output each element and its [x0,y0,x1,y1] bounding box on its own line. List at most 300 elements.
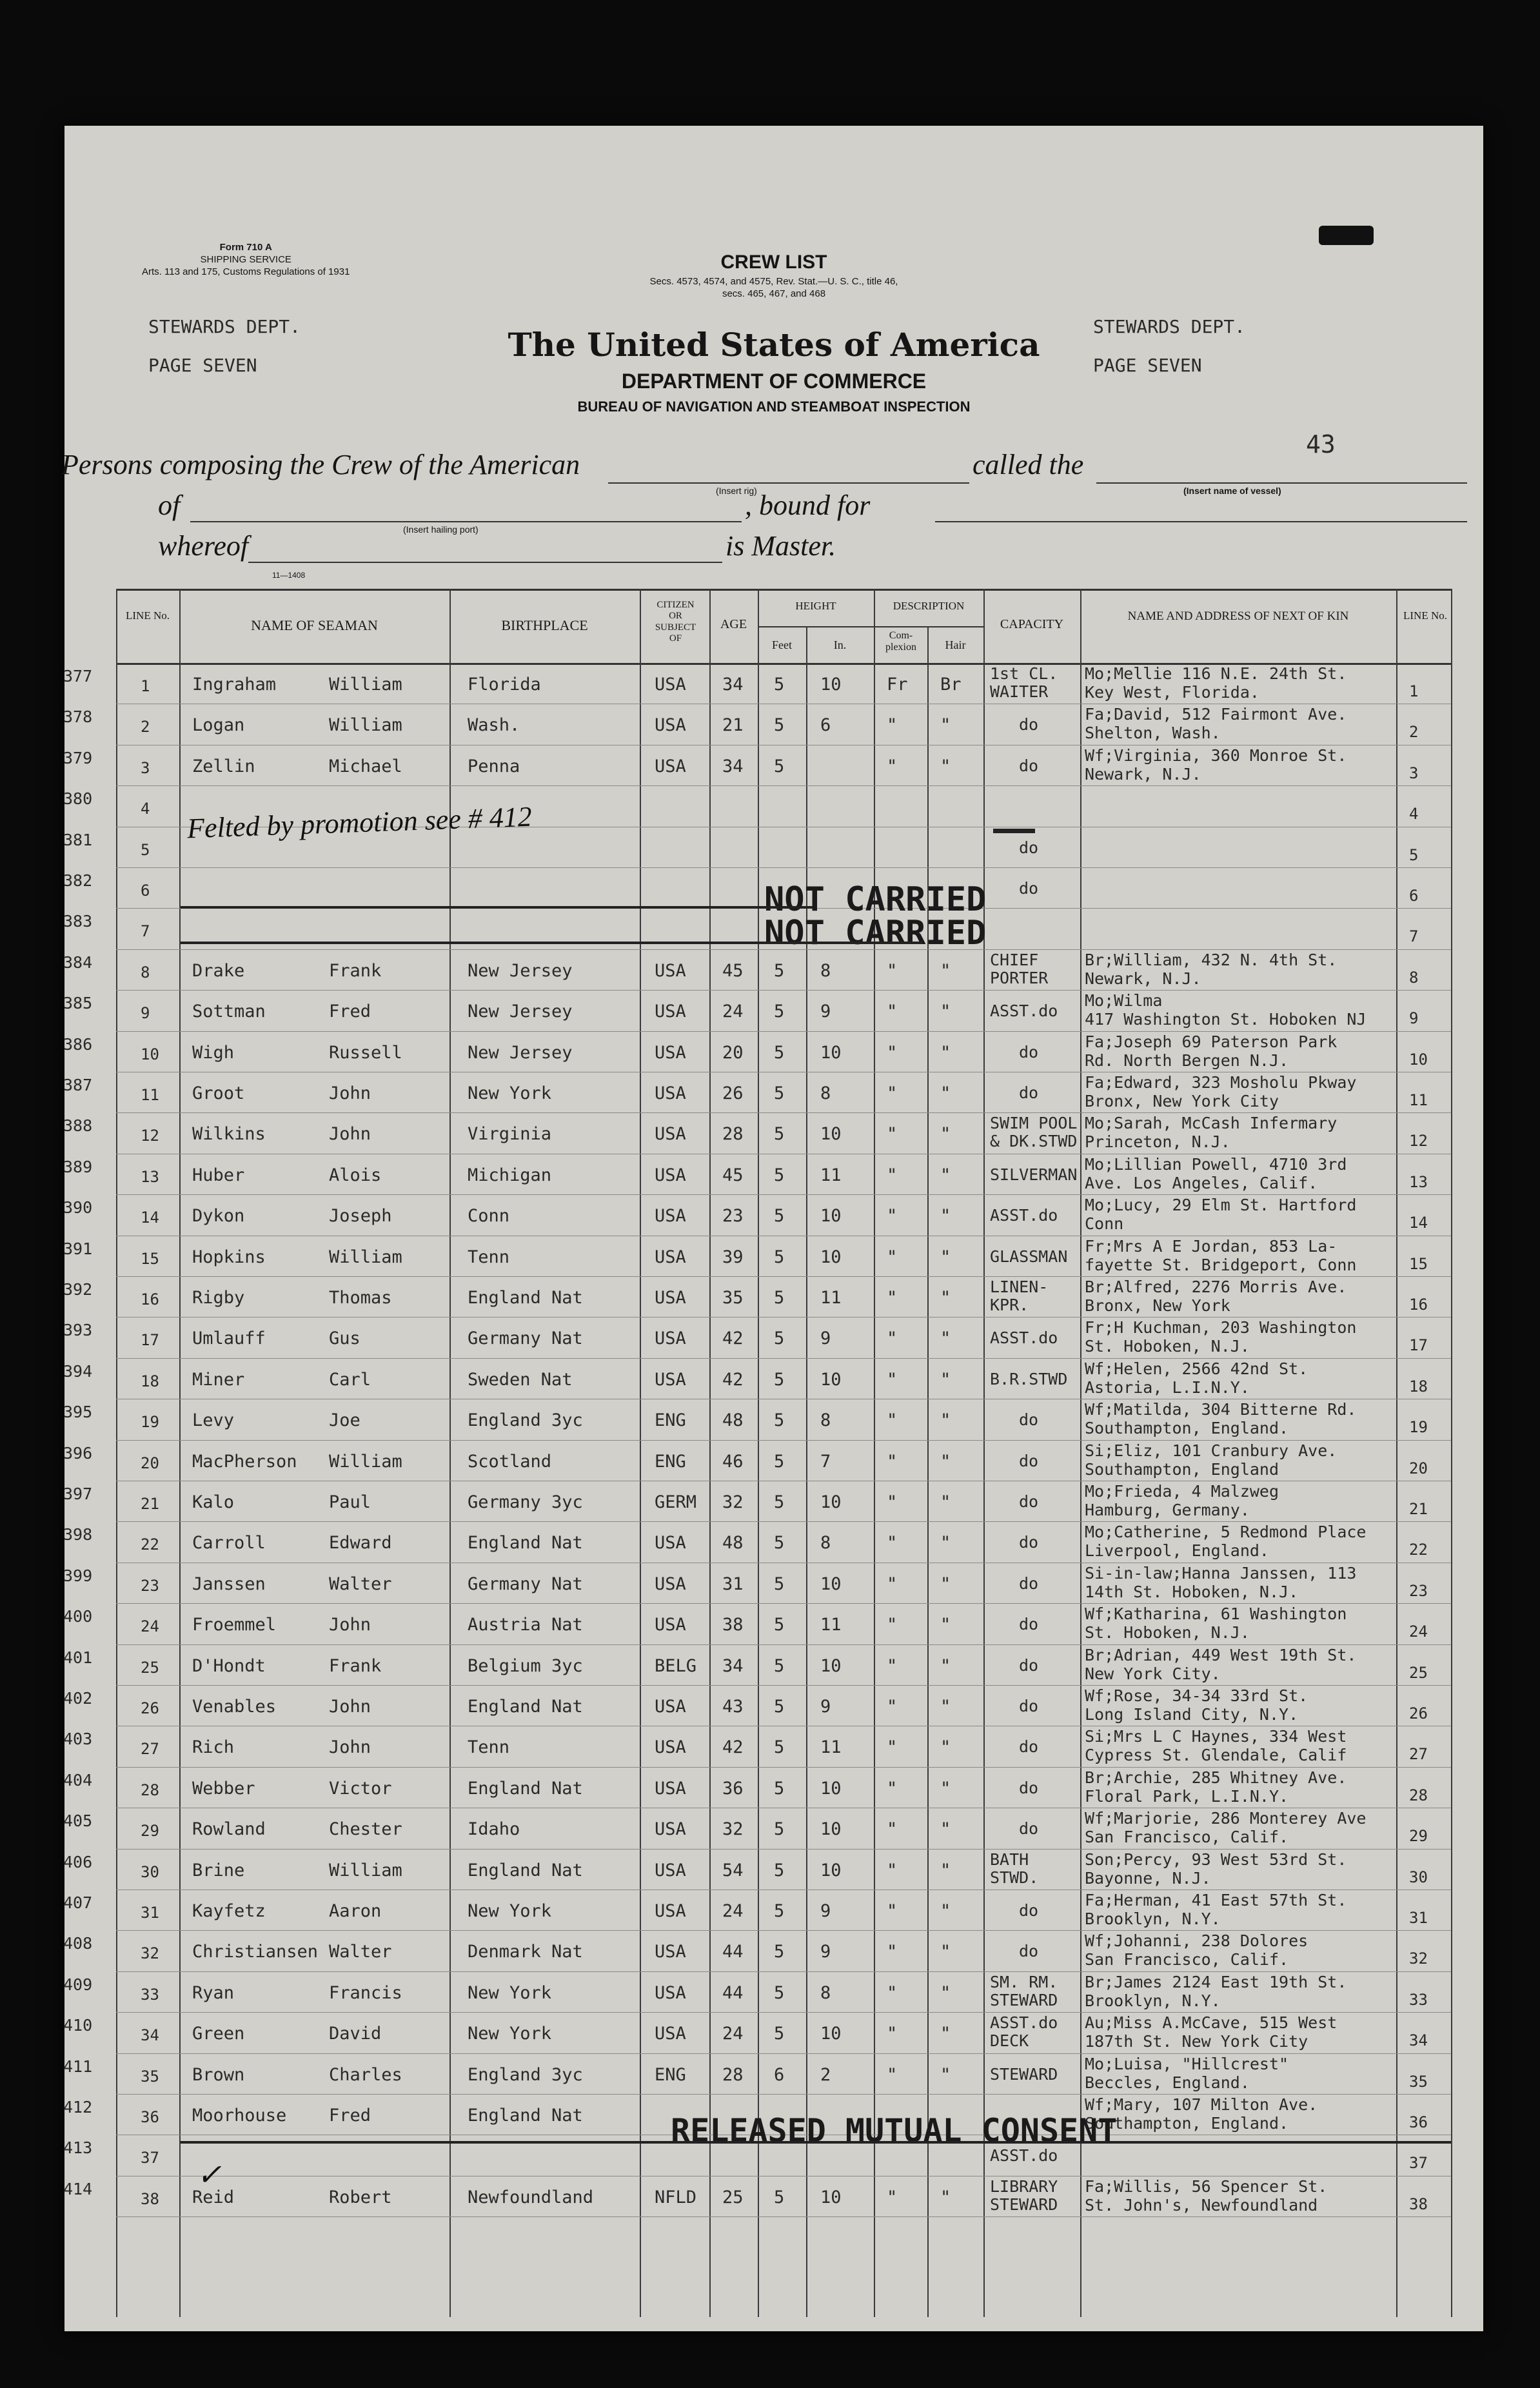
vessel-fill-line [1096,482,1467,484]
header-description: DESCRIPTION [893,600,965,612]
row-inches: 10 [820,1124,842,1145]
row-surname: Christiansen [192,1942,319,1962]
row-feet: 5 [774,1860,785,1880]
row-kin-line-2: Newark, N.J. [1085,969,1201,988]
vessel-label: (Insert name of vessel) [1183,486,1281,496]
row-surname: Kalo [192,1492,235,1512]
row-given-name: Frank [329,1655,382,1676]
row-given-name: John [329,1737,371,1758]
row-complexion: " [887,1697,898,1717]
row-line-number: 27 [141,1740,159,1759]
row-margin-number: 409 [63,1975,93,1994]
row-hair: " [940,1533,951,1554]
row-capacity: SILVERMAN [990,1165,1078,1184]
row-kin-line-1: Wf;Matilda, 304 Bitterne Rd. [1085,1400,1357,1419]
master-fill-line [248,562,722,563]
row-line-number-right: 7 [1409,927,1419,946]
form-number: Form 710 A [219,242,272,253]
row-line-number: 24 [141,1617,159,1636]
row-line-number-right: 13 [1409,1172,1428,1191]
header-citizen: CITIZEN OR SUBJECT OF [655,600,696,644]
row-birthplace: Denmark Nat [468,1942,583,1962]
row-margin-number: 405 [63,1811,93,1831]
ship-number: 43 [1306,430,1336,459]
row-complexion: " [887,1778,898,1799]
row-kin-line-2: Cypress St. Glendale, Calif [1085,1746,1347,1765]
row-feet: 5 [774,1328,785,1349]
row-inches: 10 [820,1819,842,1840]
row-birthplace: England Nat [468,2106,583,2126]
row-citizen: USA [655,1124,686,1145]
row-hair: " [940,1165,951,1185]
row-feet: 5 [774,1288,785,1308]
row-hair: " [940,2064,951,2085]
row-hair: " [940,1206,951,1227]
row-birthplace: England Nat [468,1288,583,1308]
row-age: 35 [722,1288,744,1308]
row-margin-number: 393 [63,1321,93,1340]
row-feet: 5 [774,1737,785,1758]
row-given-name: Walter [329,1574,392,1594]
statute-line-1: Secs. 4573, 4574, and 4575, Rev. Stat.—U. S. C., title 46, [649,276,898,287]
row-citizen: BELG [655,1655,697,1676]
row-line-number-right: 17 [1409,1336,1428,1355]
row-margin-number: 395 [63,1403,93,1422]
row-age: 39 [722,1247,744,1267]
strike-line-2 [181,942,922,944]
row-kin-line-2: Beccles, England. [1085,2073,1250,2092]
row-line-number: 17 [141,1331,159,1350]
row-kin-line-1: Mo;Catherine, 5 Redmond Place [1085,1523,1367,1542]
row-kin-line-2: fayette St. Bridgeport, Conn [1085,1255,1357,1274]
row-line-number-right: 1 [1409,682,1419,700]
row-given-name: Chester [329,1819,402,1840]
row-citizen: USA [655,1697,686,1717]
row-capacity: do [1019,1615,1039,1634]
row-age: 34 [722,756,744,776]
row-rule [116,1440,1451,1441]
row-line-number-right: 26 [1409,1704,1428,1722]
row-age: 23 [722,1206,744,1227]
row-capacity-line-2: STEWARD [990,1990,1058,2009]
row-age: 54 [722,1860,744,1880]
col-line-9 [983,589,985,2317]
row-kin-line-2: Hamburg, Germany. [1085,1501,1250,1519]
row-citizen: USA [655,2024,686,2044]
row-line-number-right: 24 [1409,1623,1428,1641]
row-rule [116,1849,1451,1850]
row-rule [116,1603,1451,1604]
row-line-number-right: 22 [1409,1541,1428,1559]
row-age: 36 [722,1778,744,1799]
row-margin-number: 404 [63,1770,93,1790]
row-kin-line-1: Fa;Herman, 41 East 57th St. [1085,1891,1347,1909]
not-carried-stamp-2: NOT CARRIED [764,914,987,952]
row-age: 20 [722,1042,744,1063]
row-rule [116,1971,1451,1972]
row-surname: Kayfetz [192,1901,266,1921]
row-surname: Moorhouse [192,2106,287,2126]
row-age: 44 [722,1982,744,2003]
row-birthplace: England Nat [468,1778,583,1799]
crew-list-page [61,126,1483,2331]
row-surname: Froemmel [192,1615,277,1635]
row-hair: " [940,1492,951,1512]
row-feet: 5 [774,1410,785,1431]
row-complexion: " [887,1574,898,1594]
row-kin-line-1: Wf;Helen, 2566 42nd St. [1085,1359,1308,1378]
row-kin-line-2: Bronx, New York City [1085,1092,1279,1110]
row-margin-number: 382 [63,871,93,890]
header-capacity: CAPACITY [1000,617,1064,631]
row-citizen: USA [655,1288,686,1308]
intro-line3-b: is Master. [726,530,836,562]
row-given-name: Edward [329,1533,392,1554]
row-kin-line-2: Floral Park, L.I.N.Y. [1085,1786,1289,1806]
row-line-number-right: 23 [1409,1581,1428,1600]
row-line-number-right: 14 [1409,1214,1428,1232]
row-rule [116,1767,1451,1768]
row-surname: Ingraham [192,675,277,695]
row-hair: " [940,1982,951,2003]
row-feet: 5 [774,1655,785,1676]
row-kin-line-2: San Francisco, Calif. [1085,1950,1289,1969]
row-birthplace: Tenn [468,1247,510,1267]
row-rule [116,1358,1451,1359]
row-kin-line-2: Bayonne, N.J. [1085,1868,1211,1888]
row-margin-number: 389 [63,1157,93,1176]
row-capacity: do [1019,1778,1039,1797]
row-inches: 10 [820,1860,842,1880]
row-given-name: Fred [329,2106,371,2126]
row-surname: Venables [192,1697,277,1717]
row-complexion: " [887,1410,898,1431]
row-given-name: Joe [329,1410,360,1431]
row-inches: 10 [820,1492,842,1512]
row-hair: " [940,715,951,736]
row-hair: " [940,2024,951,2044]
row-hair: " [940,1288,951,1308]
row-hair: " [940,1737,951,1758]
row-hair: " [940,1655,951,1676]
row-age: 24 [722,2024,744,2044]
row-capacity: LIBRARY [990,2176,1058,2196]
row-age: 43 [722,1697,744,1717]
row-given-name: Fred [329,1002,371,1022]
row-inches: 8 [820,1982,831,2003]
row-inches: 10 [820,1369,842,1390]
row-margin-number: 403 [63,1730,93,1749]
row-line-number-right: 37 [1409,2154,1428,2173]
row-complexion: " [887,1165,898,1185]
row-line-number: 19 [141,1413,159,1432]
row-given-name: Michael [329,756,402,776]
row-citizen: USA [655,1165,686,1185]
height-subheader-line [758,626,874,627]
row-complexion: " [887,2024,898,2044]
row-inches: 10 [820,1206,842,1227]
row-capacity: SM. RM. [990,1972,1058,1991]
row-capacity: do [1019,1042,1039,1061]
header-birthplace: BIRTHPLACE [501,617,588,633]
row-given-name: Francis [329,1982,402,2003]
row-line-number-right: 21 [1409,1500,1428,1518]
row-line-number: 34 [141,2026,159,2045]
row-given-name: Carl [329,1369,371,1390]
row-kin-line-1: Son;Percy, 93 West 53rd St. [1085,1850,1347,1869]
row-inches: 9 [820,1328,831,1349]
row-line-number: 4 [141,800,150,818]
row-surname: Brown [192,2064,245,2085]
description-subheader-line [874,626,983,627]
row-margin-number: 408 [63,1934,93,1953]
row-given-name: William [329,1247,402,1267]
row-citizen: USA [655,1206,686,1227]
port-label: (Insert hailing port) [403,524,479,535]
row-margin-number: 384 [63,952,93,972]
department-title: DEPARTMENT OF COMMERCE [621,370,927,393]
header-complexion: Com-plexion [885,630,916,653]
row-feet: 5 [774,1165,785,1185]
row-kin-line-2: New York City. [1085,1664,1221,1683]
row-kin-line-1: Mo;Lillian Powell, 4710 3rd [1085,1154,1347,1174]
row-line-number-right: 9 [1409,1009,1419,1028]
row-feet: 5 [774,2024,785,2044]
row-feet: 5 [774,1083,785,1103]
row-kin-line-2: Southampton, England [1085,1459,1279,1479]
row-inches: 10 [820,1655,842,1676]
row-age: 45 [722,1165,744,1185]
form-service: SHIPPING SERVICE [200,253,291,265]
row-complexion: " [887,756,898,776]
row-line-number: 1 [141,677,150,695]
row-citizen: USA [655,1533,686,1554]
row-line-number: 28 [141,1781,159,1799]
row-capacity: 1st CL. [990,664,1058,683]
row-hair: " [940,1819,951,1840]
row-hair: " [940,1247,951,1267]
row-capacity: GLASSMAN [990,1247,1068,1266]
row-complexion: " [887,1369,898,1390]
row-margin-number: 392 [63,1280,93,1299]
row-age: 48 [722,1410,744,1431]
row-surname: Huber [192,1165,245,1185]
row-hair: " [940,1124,951,1145]
row-capacity: do [1019,715,1039,735]
row-kin-line-1: Fr;Mrs A E Jordan, 853 La- [1085,1236,1338,1256]
left-dept-label: STEWARDS DEPT. [148,316,301,337]
row-kin-line-1: Fr;H Kuchman, 203 Washington [1085,1318,1357,1337]
row-citizen: USA [655,1083,686,1103]
row-complexion: " [887,960,898,981]
row-capacity: do [1019,879,1039,898]
row-birthplace: Austria Nat [468,1615,583,1635]
row-birthplace: Michigan [468,1165,552,1185]
row-age: 32 [722,1819,744,1840]
col-line-2 [449,589,451,2317]
row-line-number: 32 [141,1944,159,1963]
row-kin-line-1: Fa;Joseph 69 Paterson Park [1085,1032,1338,1051]
row-line-number-right: 28 [1409,1786,1428,1804]
row-line-number: 6 [141,882,150,900]
row-hair: " [940,1574,951,1594]
row-age: 48 [722,1533,744,1554]
row-line-number-right: 12 [1409,1132,1428,1150]
row-birthplace: Belgium 3yc [468,1655,583,1676]
destination-fill-line [935,521,1467,522]
row-kin-line-2: Liverpool, England. [1085,1541,1269,1561]
row-surname: Webber [192,1778,255,1799]
row-kin-line-1: Br;Alfred, 2276 Morris Ave. [1085,1278,1347,1296]
row-citizen: ENG [655,1451,686,1472]
row-complexion: " [887,1615,898,1635]
row-line-number-right: 8 [1409,968,1419,987]
row-kin-line-1: Si-in-law;Hanna Janssen, 113 [1085,1563,1357,1583]
row-kin-line-1: Wf;Virginia, 360 Monroe St. [1085,745,1347,765]
row-line-number: 11 [141,1086,159,1104]
row-inches: 10 [820,1778,842,1799]
row-hair: " [940,1942,951,1962]
row-rule [116,2094,1451,2095]
row-surname: Janssen [192,1574,266,1594]
row-given-name: Alois [329,1165,382,1185]
row-surname: Logan [192,715,245,736]
row-surname: Wilkins [192,1124,266,1145]
released-stamp: RELEASED MUTUAL CONSENT [671,2112,1118,2149]
row-kin-line-2: 14th St. Hoboken, N.J. [1085,1582,1299,1601]
row-line-number: 20 [141,1454,159,1472]
row-kin-line-1: Mo;Luisa, "Hillcrest" [1085,2054,1289,2073]
col-line-3 [640,589,641,2317]
row-line-number: 33 [141,1985,159,2004]
row-line-number-right: 34 [1409,2031,1428,2050]
row-inches: 9 [820,1002,831,1022]
row-margin-number: 410 [63,2016,93,2035]
row-line-number-right: 10 [1409,1050,1428,1069]
row-citizen: USA [655,960,686,981]
row-capacity: do [1019,1819,1039,1839]
row-margin-number: 413 [63,2138,93,2158]
intro-line2-b: , bound for [745,489,871,521]
row-citizen: USA [655,1369,686,1390]
row-inches: 8 [820,1083,831,1103]
row-feet: 5 [774,2187,785,2207]
row-given-name: William [329,675,402,695]
row-inches: 10 [820,1042,842,1063]
row-line-number-right: 36 [1409,2113,1428,2131]
row-kin-line-2: Shelton, Wash. [1085,724,1221,743]
row-surname: Drake [192,960,245,981]
row-surname: MacPherson [192,1451,297,1472]
row-capacity: do [1019,1942,1039,1961]
row-birthplace: Tenn [468,1737,510,1758]
row-citizen: USA [655,675,686,695]
row-birthplace: New York [468,1982,552,2003]
row-hair: " [940,1328,951,1349]
form-title: CREW LIST [720,252,827,273]
row-kin-line-2: 417 Washington St. Hoboken NJ [1085,1010,1367,1029]
row-kin-line-1: Wf;Rose, 34-34 33rd St. [1085,1686,1308,1705]
row-citizen: GERM [655,1492,697,1512]
row-citizen: USA [655,1042,686,1063]
row-birthplace: Wash. [468,715,520,736]
row-feet: 5 [774,1124,785,1145]
row-inches: 2 [820,2064,831,2085]
row-line-number: 2 [141,718,150,736]
row-rule [116,990,1451,991]
row-kin-line-1: Mo;Sarah, McCash Infermary [1085,1114,1338,1133]
row-feet: 5 [774,1042,785,1063]
row-given-name: John [329,1124,371,1145]
row-given-name: Russell [329,1042,402,1063]
row-age: 34 [722,1655,744,1676]
row-feet: 5 [774,1942,785,1962]
col-line-7 [874,589,875,2317]
row-hair: " [940,2187,951,2207]
row-age: 44 [722,1942,744,1962]
row-complexion: " [887,1451,898,1472]
row-surname: Ryan [192,1982,235,2003]
row-feet: 6 [774,2064,785,2085]
row-inches: 10 [820,675,842,695]
row-capacity-line-2: STWD. [990,1868,1039,1887]
row-surname: Rigby [192,1288,245,1308]
row-kin-line-1: Br;Archie, 285 Whitney Ave. [1085,1768,1347,1787]
row-kin-line-1: Si;Eliz, 101 Cranbury Ave. [1085,1441,1338,1460]
row-surname: Carroll [192,1533,266,1554]
row-inches: 9 [820,1942,831,1962]
row-line-number-right: 18 [1409,1377,1428,1396]
row-kin-line-2: Long Island City, N.Y. [1085,1705,1299,1724]
row-inches: 8 [820,960,831,981]
row-kin-line-1: Mo;Wilma [1085,991,1163,1011]
row-kin-line-1: Mo;Lucy, 29 Elm St. Hartford [1085,1196,1357,1215]
row-line-number: 26 [141,1699,159,1717]
row-line-number-right: 29 [1409,1827,1428,1846]
row-complexion: " [887,1042,898,1063]
row-age: 42 [722,1328,744,1349]
row-given-name: William [329,715,402,736]
row-kin-line-2: St. Hoboken, N.J. [1085,1337,1250,1356]
header-feet: Feet [772,638,792,651]
row-hair: " [940,1410,951,1431]
capacity-strike [993,829,1035,833]
row-complexion: Fr [887,675,908,695]
row-inches: 6 [820,715,831,736]
row-birthplace: Germany 3yc [468,1492,583,1512]
row-kin-line-1: Wf;Johanni, 238 Dolores [1085,1931,1308,1951]
row-capacity: do [1019,1451,1039,1470]
row-kin-line-2: Newark, N.J. [1085,764,1201,784]
row-complexion: " [887,2064,898,2085]
row-complexion: " [887,1901,898,1921]
row-age: 32 [722,1492,744,1512]
row-birthplace: New Jersey [468,1042,573,1063]
row-line-number-right: 20 [1409,1459,1428,1477]
row-feet: 5 [774,1778,785,1799]
row-hair: " [940,1042,951,1063]
row-citizen: USA [655,1247,686,1267]
row-complexion: " [887,1982,898,2003]
row-inches: 8 [820,1533,831,1554]
col-line-10 [1080,589,1081,2317]
row-line-number: 16 [141,1290,159,1308]
row-line-number: 10 [141,1045,159,1063]
row-birthplace: New Jersey [468,1002,573,1022]
col-line-1 [179,589,181,2317]
row-feet: 5 [774,1451,785,1472]
row-kin-line-1: Br;James 2124 East 19th St. [1085,1972,1347,1991]
